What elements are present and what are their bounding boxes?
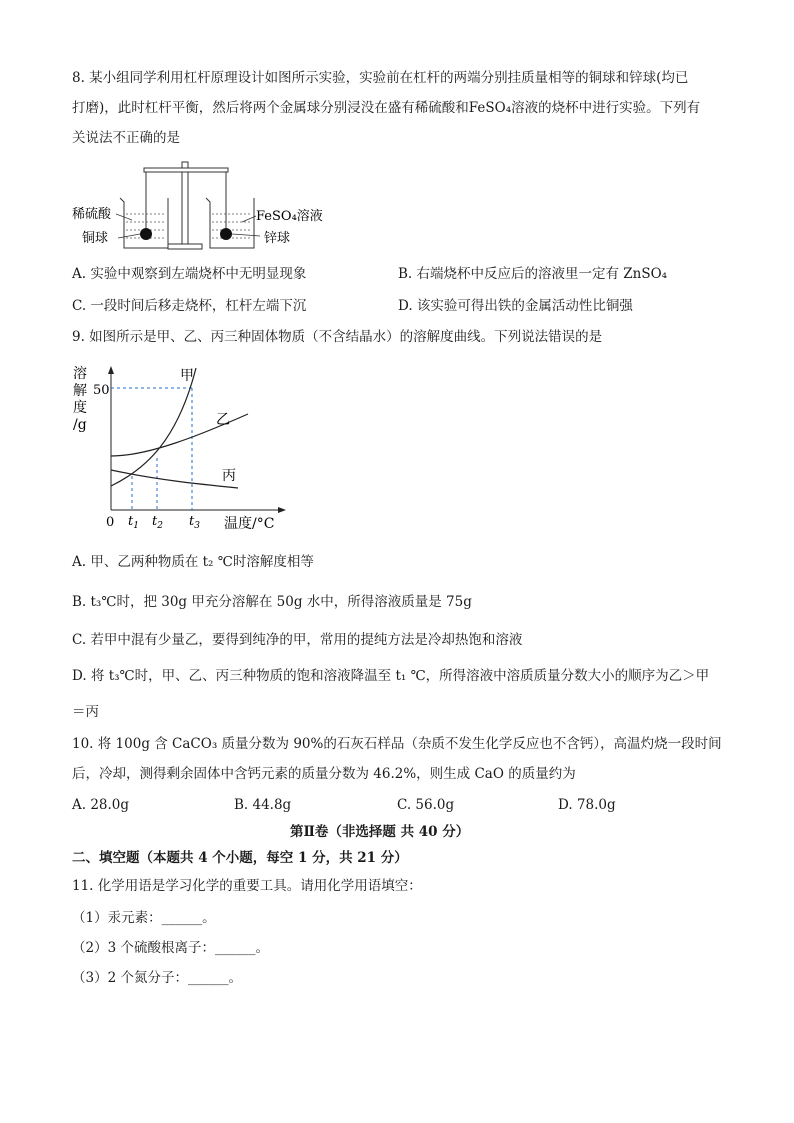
q9-stem: 9. 如图所示是甲、乙、丙三种固体物质（不含结晶水）的溶解度曲线。下列说法错误的是 bbox=[72, 329, 603, 345]
curve-bing bbox=[111, 470, 238, 488]
q9-option-d-line1: D. 将 t₃℃时，甲、乙、丙三种物质的饱和溶液降温至 t₁ ℃，所得溶液中溶质质量分数大小的顺序为乙＞甲 bbox=[72, 668, 710, 684]
q11-item-3: （3）2 个氮分子：______。 bbox=[72, 970, 242, 986]
x-tick-t3: $t_3$ bbox=[189, 514, 200, 531]
q10-option-c: C. 56.0g bbox=[397, 797, 455, 813]
q8-option-c: C. 一段时间后移走烧杯，杠杆左端下沉 bbox=[72, 298, 307, 314]
q10-option-d: D. 78.0g bbox=[558, 797, 616, 813]
ylabel-char-2: 解 bbox=[73, 383, 87, 399]
x-axis-label: 温度/°C bbox=[224, 516, 275, 532]
q11-stem: 11. 化学用语是学习化学的重要工具。请用化学用语填空： bbox=[72, 878, 422, 894]
q11-item-2: （2）3 个硫酸根离子：______。 bbox=[72, 940, 269, 956]
y-tick-50: 50 bbox=[93, 383, 110, 398]
label-copper-ball: 铜球 bbox=[82, 231, 109, 246]
q11-item-1: （1）汞元素：______。 bbox=[72, 910, 216, 926]
ylabel-char-3: 度 bbox=[73, 400, 87, 416]
solubility-curve-chart bbox=[68, 358, 298, 536]
q8-option-b: B. 右端烧杯中反应后的溶液里一定有 ZnSO₄ bbox=[398, 266, 668, 282]
q9-option-c: C. 若甲中混有少量乙，要得到纯净的甲，常用的提纯方法是冷却热饱和溶液 bbox=[72, 632, 523, 648]
q8-stem-line2: 打磨)，此时杠杆平衡，然后将两个金属球分别浸没在盛有稀硫酸和FeSO₄溶液的烧杯中进行实验。下列有 bbox=[72, 100, 701, 116]
ylabel-char-1: 溶 bbox=[73, 366, 87, 382]
x-tick-t1: $t_1$ bbox=[128, 514, 139, 531]
label-zinc-ball: 锌球 bbox=[264, 231, 291, 246]
series-label-jia: 甲 bbox=[180, 368, 194, 384]
x-tick-t2: $t_2$ bbox=[152, 514, 163, 531]
lever-experiment-figure bbox=[70, 158, 330, 258]
series-label-bing: 丙 bbox=[222, 468, 236, 484]
q8-stem-line1: 8. 某小组同学利用杠杆原理设计如图所示实验，实验前在杠杆的两端分别挂质量相等的铜球和锌球(均已 bbox=[72, 70, 689, 86]
q9-option-d-line2: ＝丙 bbox=[72, 704, 99, 720]
curve-jia bbox=[111, 368, 196, 486]
q8-option-a: A. 实验中观察到左端烧杯中无明显现象 bbox=[72, 266, 307, 282]
section-2-title: 第Ⅱ卷（非选择题 共 40 分） bbox=[290, 824, 470, 840]
origin-label: 0 bbox=[106, 515, 115, 530]
q10-option-b: B. 44.8g bbox=[234, 797, 292, 813]
q8-option-d: D. 该实验可得出铁的金属活动性比铜强 bbox=[398, 298, 633, 314]
q8-stem-line3: 关说法不正确的是 bbox=[72, 130, 180, 146]
ylabel-char-4: /g bbox=[73, 417, 87, 433]
q10-stem-line2: 后，冷却，测得剩余固体中含钙元素的质量分数为 46.2%，则生成 CaO 的质量约为 bbox=[72, 766, 576, 782]
q9-option-b: B. t₃℃时，把 30g 甲充分溶解在 50g 水中，所得溶液质量是 75g bbox=[72, 594, 472, 610]
label-dilute-sulfuric-acid: 稀硫酸 bbox=[72, 207, 112, 222]
series-label-yi: 乙 bbox=[216, 412, 230, 428]
q10-stem-line1: 10. 将 100g 含 CaCO₃ 质量分数为 90%的石灰石样品（杂质不发生化学反应也不含钙），高温灼烧一段时间 bbox=[72, 736, 722, 752]
q10-option-a: A. 28.0g bbox=[72, 797, 130, 813]
label-feso4-solution: FeSO₄溶液 bbox=[256, 209, 323, 224]
section-2-subtitle: 二、填空题（本题共 4 个小题，每空 1 分，共 21 分） bbox=[72, 850, 408, 866]
q9-option-a: A. 甲、乙两种物质在 t₂ ℃时溶解度相等 bbox=[72, 554, 314, 570]
